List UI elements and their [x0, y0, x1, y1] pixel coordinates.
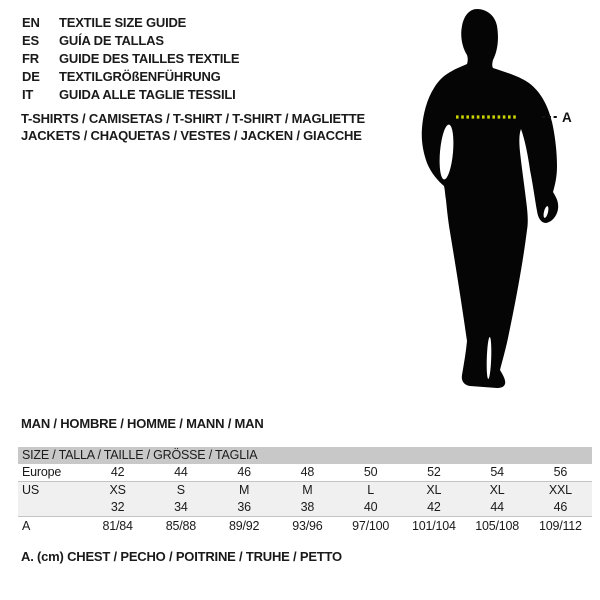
language-row-en [22, 14, 239, 32]
language-list [22, 14, 239, 104]
language-label: GUIDA ALLE TAGLIE TESSILI [59, 87, 236, 102]
row-label: Europe [22, 465, 62, 479]
size-cell: M [302, 483, 313, 497]
size-cell: 34 [174, 500, 188, 514]
language-row-it [22, 86, 239, 104]
size-cell: 50 [363, 465, 378, 479]
table-row-numeric [18, 499, 592, 516]
size-cell: 54 [490, 465, 504, 479]
size-cell: XXL [548, 483, 572, 497]
size-cell: 105/108 [475, 519, 520, 533]
language-code: EN [22, 15, 40, 30]
size-cell: 52 [427, 465, 441, 479]
size-cell: 40 [363, 500, 378, 514]
size-cell: 46 [553, 500, 568, 514]
row-label: US [22, 483, 39, 497]
size-cell: 46 [237, 465, 251, 479]
language-row-de [22, 68, 239, 86]
size-cell: 42 [427, 500, 441, 514]
garment-categories [21, 110, 365, 144]
man-silhouette [422, 9, 558, 388]
language-row-fr [22, 50, 239, 68]
size-cell: L [367, 483, 374, 497]
size-cell: S [176, 483, 185, 497]
size-cell: 38 [300, 500, 315, 514]
language-label: GUIDE DES TAILLES TEXTILE [59, 51, 240, 66]
size-cell: 89/92 [228, 519, 260, 533]
table-row-chest-a [18, 516, 592, 535]
size-table [18, 447, 592, 535]
measure-label-a: A [562, 110, 572, 125]
size-cell: 42 [110, 465, 125, 479]
section-title-man: MAN / HOMBRE / HOMME / MANN / MAN [21, 416, 264, 431]
size-cell: 85/88 [165, 519, 197, 533]
size-cell: 93/96 [292, 519, 323, 533]
language-label: TEXTILE SIZE GUIDE [59, 15, 187, 30]
size-cell: 36 [237, 500, 251, 514]
size-cell: 101/104 [411, 519, 456, 533]
language-code: DE [22, 69, 40, 84]
size-cell: XS [109, 483, 126, 497]
category-tshirts: T-SHIRTS / CAMISETAS / T-SHIRT / T-SHIRT / MAGLIETTE [21, 111, 365, 126]
table-row-europe [18, 464, 592, 481]
measurement-footnote: A. (cm) CHEST / PECHO / POITRINE / TRUHE / PETTO [21, 549, 342, 564]
size-cell: 109/112 [538, 519, 582, 533]
table-row-us [18, 481, 592, 499]
language-label: GUÍA DE TALLAS [59, 33, 164, 48]
size-cell: XL [489, 483, 505, 497]
size-cell: 97/100 [352, 519, 390, 533]
language-code: FR [22, 51, 39, 66]
size-cell: 44 [174, 465, 188, 479]
size-cell: XL [426, 483, 442, 497]
size-cell: 32 [110, 500, 125, 514]
size-cell: 48 [300, 465, 315, 479]
man-silhouette-figure [390, 0, 600, 410]
size-cell: M [239, 483, 250, 497]
size-table-header: SIZE / TALLA / TAILLE / GRÖSSE / TAGLIA [18, 447, 592, 464]
row-label: A [22, 519, 31, 533]
size-cell: 44 [490, 500, 504, 514]
language-code: ES [22, 33, 39, 48]
category-jackets: JACKETS / CHAQUETAS / VESTES / JACKEN / GIACCHE [21, 128, 362, 143]
language-label: TEXTILGRÖßENFÜHRUNG [59, 69, 221, 84]
language-code: IT [22, 87, 34, 102]
size-cell: 56 [553, 465, 568, 479]
language-row-es [22, 32, 239, 50]
size-cell: 81/84 [102, 519, 133, 533]
